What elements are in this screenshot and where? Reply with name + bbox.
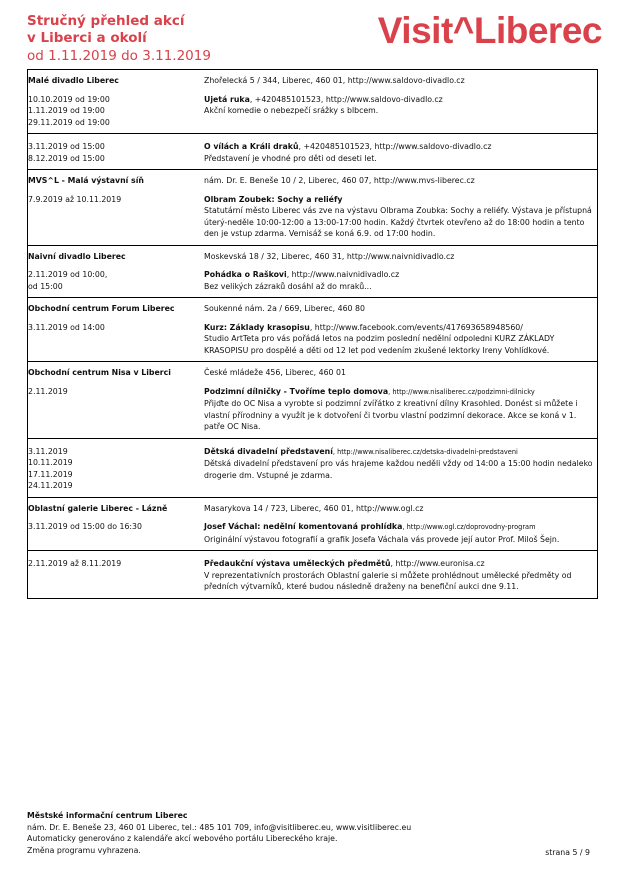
document-header xyxy=(27,10,602,66)
venue-name: Obchodní centrum Forum Liberec xyxy=(28,304,175,313)
event-title: Dětská divadelní představení xyxy=(204,446,333,456)
event-title: Pohádka o Raškovi xyxy=(204,270,287,279)
event-title: Josef Váchal: nedělní komentovaná prohlídka xyxy=(204,522,403,531)
date-range: od 1.11.2019 do 3.11.2019 xyxy=(27,48,211,64)
event-title: Olbram Zoubek: Sochy a reliéfy xyxy=(204,194,343,204)
event-row xyxy=(28,134,598,170)
venue-block xyxy=(28,70,598,134)
venue-row xyxy=(28,70,598,87)
event-description: V reprezentativních prostorách Oblastní galerie si můžete prohlédnout umělecké předměty od předních výtvarníků, které budou následně draženy na benefiční aukci dne 9.11. xyxy=(204,570,572,591)
title-line-1: Stručný přehled akcí xyxy=(27,13,185,29)
event-contact: , http://www.ogl.cz/doprovodny-program xyxy=(402,523,536,531)
venue-row xyxy=(28,497,598,514)
footer-note-2: Změna programu vyhrazena. xyxy=(27,845,141,855)
page-number: strana 5 / 9 xyxy=(545,848,590,857)
venue-address: nám. Dr. E. Beneše 10 / 2, Liberec, 460 07, http://www.mvs-liberec.cz xyxy=(204,176,475,185)
event-dates: 3.11.2019 od 15:00 do 16:30 xyxy=(28,522,142,531)
events-table xyxy=(27,69,598,599)
venue-address: Moskevská 18 / 32, Liberec, 460 31, http://www.naivnidivadlo.cz xyxy=(204,251,455,261)
event-title: Kurz: Základy krasopisu xyxy=(204,322,310,332)
event-dates: 3.11.2019 od 15:00 8.12.2019 od 15:00 xyxy=(28,142,105,163)
venue-address: Soukenné nám. 2a / 669, Liberec, 460 80 xyxy=(204,304,365,313)
venue-row xyxy=(28,362,598,379)
event-description: Přijďte do OC Nisa a vyrobte si podzimní zvířátko z kreativní dílny Krasohled. Donést si můžete i vlastní přírodniny a využít je k dotvoření či tvorbu vlastní podzimní dekorace. Akce se koná v 1. patře OC Nisa. xyxy=(204,399,578,431)
event-dates: 7.9.2019 až 10.11.2019 xyxy=(28,194,122,204)
venue-address: České mládeže 456, Liberec, 460 01 xyxy=(204,368,346,377)
event-description: Akční komedie o nebezpečí srážky s blbcem. xyxy=(204,106,379,115)
venue-block xyxy=(28,551,598,599)
event-details xyxy=(204,315,598,362)
event-row xyxy=(28,438,598,497)
event-contact: , http://www.euronisa.cz xyxy=(390,559,485,568)
venue-row xyxy=(28,170,598,187)
event-title: Podzimní dílničky - Tvoříme teplo domova xyxy=(204,386,389,396)
event-details xyxy=(204,262,598,298)
venue-name: Oblastní galerie Liberec - Lázně xyxy=(28,503,168,513)
event-row xyxy=(28,551,598,599)
event-contact: , http://www.facebook.com/events/417693658948560/ xyxy=(309,322,523,332)
event-details xyxy=(204,187,598,246)
event-dates: 3.11.2019 10.11.2019 17.11.2019 24.11.2019 xyxy=(28,446,73,490)
venue-name: Obchodní centrum Nisa v Liberci xyxy=(28,368,171,377)
venue-block xyxy=(28,362,598,439)
event-details xyxy=(204,87,598,134)
event-dates: 2.11.2019 xyxy=(28,386,68,396)
event-description: Představení je vhodné pro děti od deseti let. xyxy=(204,153,377,163)
footer-address: nám. Dr. E. Beneše 23, 460 01 Liberec, tel.: 485 101 709, info@visitliberec.eu, www.visitliberec.eu xyxy=(27,822,412,832)
event-dates: 2.11.2019 až 8.11.2019 xyxy=(28,559,122,568)
event-details xyxy=(204,514,598,551)
venue-name: Malé divadlo Liberec xyxy=(28,76,119,85)
visit-liberec-logo: Visit^Liberec xyxy=(377,10,602,51)
event-contact: , http://www.nisaliberec.cz/podzimni-dilnicky xyxy=(388,387,535,396)
event-title: O vílách a Králi draků xyxy=(204,142,299,151)
event-details xyxy=(204,551,598,599)
event-row xyxy=(28,262,598,298)
venue-name: MVS^L - Malá výstavní síň xyxy=(28,176,144,185)
footer-org: Městské informační centrum Liberec xyxy=(27,811,188,820)
event-details xyxy=(204,134,598,170)
event-description: Bez velikých zázraků dosáhl až do mraků... xyxy=(204,281,372,291)
event-contact: , +420485101523, http://www.saldovo-divadlo.cz xyxy=(298,142,492,151)
title-line-2: v Liberci a okolí xyxy=(27,30,147,46)
event-details xyxy=(204,438,598,497)
event-description: Studio ArtTeta pro vás pořádá letos na podzim poslední nedělní odpoledni KURZ ZÁKLADY KRASOPISU pro dospělé a děti od 12 let pod vedením zkušené lektorky Ireny Vohlídkové. xyxy=(204,334,555,355)
event-description: Originální výstavou fotografií a grafik Josefa Váchala vás provede její autor Prof. Miloš Šejn. xyxy=(204,534,560,544)
venue-address: Masarykova 14 / 723, Liberec, 460 01, http://www.ogl.cz xyxy=(204,503,424,513)
venue-block xyxy=(28,298,598,362)
venue-address: Zhořelecká 5 / 344, Liberec, 460 01, http://www.saldovo-divadlo.cz xyxy=(204,76,465,85)
venue-block xyxy=(28,497,598,551)
event-row xyxy=(28,315,598,362)
document-title xyxy=(27,13,185,47)
venue-block xyxy=(28,438,598,497)
event-contact: , http://www.naivnidivadlo.cz xyxy=(286,270,400,279)
event-description: Statutární město Liberec vás zve na výstavu Olbrama Zoubka: Sochy a reliéfy. Výstava je přístupná úterý-neděle 10:00-12:00 a 13:00-17:00 hodin. Každý čtvrtek otevřeno až do 18:00 hodin a tento den je vstup zdarma. Vernisáž se koná 6.9. od 17:00 hodin. xyxy=(204,206,592,238)
venue-block xyxy=(28,245,598,298)
venue-block xyxy=(28,134,598,170)
venue-name: Naivní divadlo Liberec xyxy=(28,251,126,261)
event-row xyxy=(28,87,598,134)
venue-block xyxy=(28,170,598,246)
footer xyxy=(27,810,602,856)
venue-row xyxy=(28,298,598,315)
event-row xyxy=(28,187,598,246)
event-details xyxy=(204,379,598,439)
event-dates: 2.11.2019 od 10:00, od 15:00 xyxy=(28,270,108,291)
event-dates: 10.10.2019 od 19:00 1.11.2019 od 19:00 29.11.2019 od 19:00 xyxy=(28,94,110,127)
event-contact: , +420485101523, http://www.saldovo-divadlo.cz xyxy=(249,94,443,104)
event-row xyxy=(28,379,598,439)
venue-row xyxy=(28,245,598,262)
event-dates: 3.11.2019 od 14:00 xyxy=(28,322,105,332)
event-description: Dětská divadelní představení pro vás hrajeme každou neděli vždy od 14:00 a 15:00 hodin nedaleko drogerie dm. Vstupné je zdarma. xyxy=(204,459,593,480)
footer-note-1: Automaticky generováno z kalendáře akcí webového portálu Libereckého kraje. xyxy=(27,834,338,843)
event-title: Ujetá ruka xyxy=(204,94,250,104)
event-row xyxy=(28,514,598,551)
event-title: Předaukční výstava uměleckých předmětů xyxy=(204,559,391,568)
event-contact: , http://www.nisaliberec.cz/detska-divadelni-predstaveni xyxy=(332,447,518,456)
